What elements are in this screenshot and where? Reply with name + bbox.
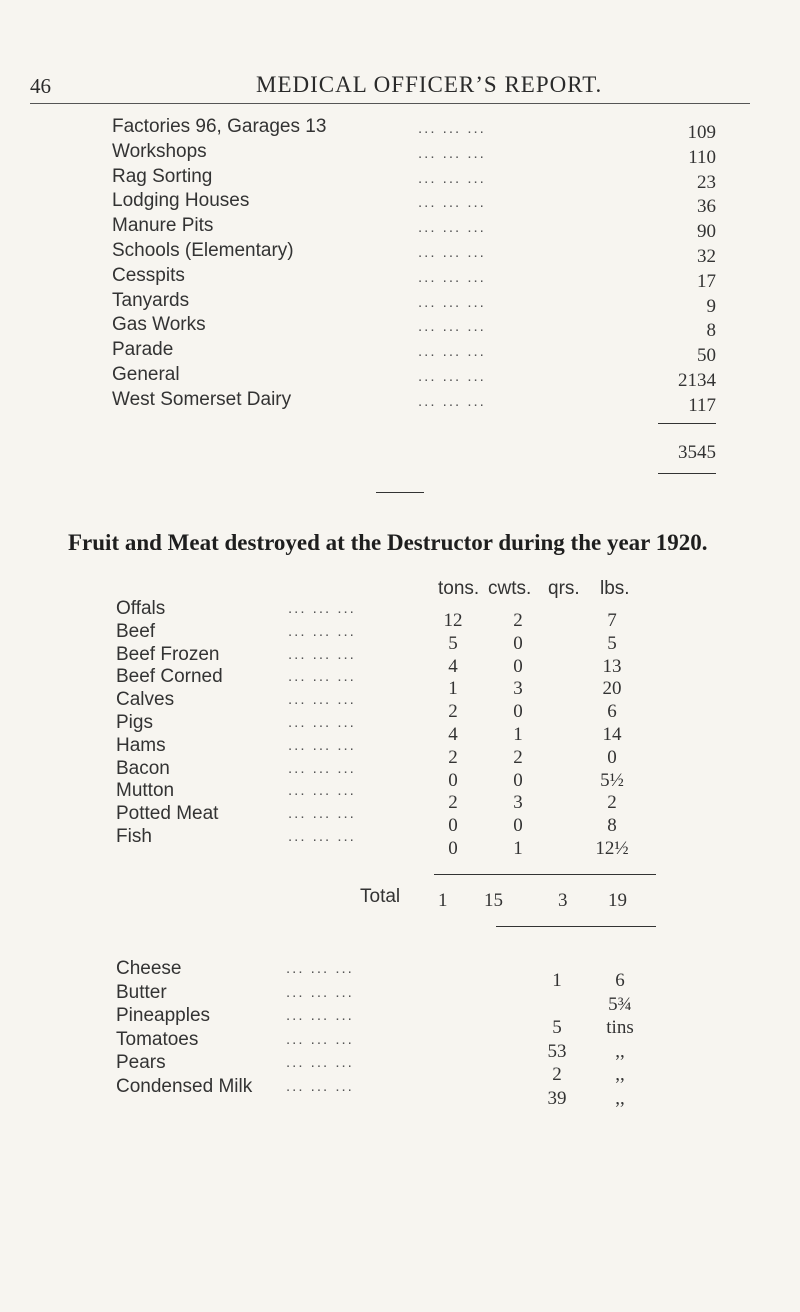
page-number: 46 bbox=[30, 74, 51, 98]
other-label: Pears bbox=[116, 1052, 166, 1073]
cell-qrs: 14 bbox=[602, 724, 622, 745]
other-qty: 39 bbox=[547, 1087, 567, 1109]
leader-dots: ... ... ... bbox=[288, 828, 356, 845]
inspection-value: 90 bbox=[697, 221, 716, 243]
cell-cwts: 0 bbox=[513, 632, 523, 654]
leader-dots: ... ... ... bbox=[288, 622, 356, 640]
total-tons: 1 bbox=[438, 890, 448, 911]
cell-tons: 2 bbox=[448, 746, 458, 768]
inspection-label: Schools (Elementary) bbox=[112, 240, 294, 261]
leader-dots: ... ... ... bbox=[418, 368, 486, 385]
leader-dots: ... ... ... bbox=[418, 244, 486, 261]
item-label: Beef Corned bbox=[116, 666, 223, 688]
inspection-label: General bbox=[112, 364, 180, 385]
item-label: Bacon bbox=[116, 757, 170, 779]
cell-tons: 5 bbox=[448, 632, 458, 654]
cell-tons: 0 bbox=[448, 815, 458, 837]
section-title: Fruit and Meat destroyed at the Destructor during the year 1920. bbox=[68, 530, 708, 555]
other-unit: ,, bbox=[615, 1064, 625, 1085]
other-qty: 2 bbox=[552, 1064, 562, 1085]
leader-dots: ... ... ... bbox=[288, 645, 356, 663]
cell-tons: 0 bbox=[448, 838, 458, 859]
leader-dots: ... ... ... bbox=[286, 960, 354, 977]
inspection-value: 110 bbox=[688, 146, 716, 168]
leader-dots: ... ... ... bbox=[418, 169, 486, 187]
cell-tons: 4 bbox=[448, 724, 458, 745]
inspections-total: 3545 bbox=[678, 442, 716, 463]
inspection-value: 109 bbox=[687, 122, 716, 143]
leader-dots: ... ... ... bbox=[286, 1077, 354, 1095]
cell-cwts: 0 bbox=[513, 769, 523, 791]
cell-cwts: 0 bbox=[513, 815, 523, 837]
inspection-label: Lodging Houses bbox=[112, 190, 250, 212]
leader-dots: ... ... ... bbox=[418, 268, 486, 286]
inspection-label: Parade bbox=[112, 339, 174, 361]
other-qty: 1 bbox=[552, 970, 562, 991]
cell-qrs: 12½ bbox=[595, 838, 629, 859]
cell-qrs: 13 bbox=[602, 655, 622, 677]
inspection-label: Workshops bbox=[112, 140, 207, 162]
leader-dots: ... ... ... bbox=[286, 1007, 354, 1024]
item-label: Hams bbox=[116, 734, 166, 756]
leader-dots: ... ... ... bbox=[418, 120, 486, 137]
item-label: Mutton bbox=[116, 780, 175, 802]
inspection-label: Rag Sorting bbox=[112, 165, 213, 187]
cell-qrs: 5½ bbox=[600, 769, 624, 791]
cell-qrs: 7 bbox=[607, 610, 617, 631]
cell-cwts: 1 bbox=[513, 724, 523, 745]
header-rule bbox=[30, 103, 750, 104]
cell-cwts: 2 bbox=[513, 610, 523, 631]
leader-dots: ... ... ... bbox=[288, 600, 356, 617]
leader-dots: ... ... ... bbox=[286, 983, 354, 1001]
other-label: Condensed Milk bbox=[116, 1075, 253, 1097]
other-label: Tomatoes bbox=[116, 1028, 199, 1050]
item-label: Offals bbox=[116, 598, 166, 619]
section-divider bbox=[376, 492, 424, 493]
other-label: Pineapples bbox=[116, 1005, 211, 1026]
col-head-qrs: qrs. bbox=[548, 578, 580, 599]
leader-dots: ... ... ... bbox=[288, 805, 356, 823]
cell-qrs: 2 bbox=[607, 792, 617, 814]
cell-tons: 2 bbox=[448, 701, 458, 723]
inspection-label: Gas Works bbox=[112, 314, 206, 336]
leader-dots: ... ... ... bbox=[288, 782, 356, 800]
cell-cwts: 0 bbox=[513, 655, 523, 677]
col-head-lbs: lbs. bbox=[600, 578, 630, 599]
cell-qrs: 0 bbox=[607, 746, 617, 768]
inspection-value: 2134 bbox=[678, 370, 716, 391]
other-unit: 6 bbox=[615, 970, 625, 991]
cell-qrs: 20 bbox=[602, 678, 622, 700]
inspection-label: West Somerset Dairy bbox=[112, 388, 292, 410]
leader-dots: ... ... ... bbox=[418, 318, 486, 336]
leader-dots: ... ... ... bbox=[288, 714, 356, 731]
inspection-value: 23 bbox=[697, 171, 716, 193]
cell-cwts: 0 bbox=[513, 701, 523, 723]
item-label: Beef Frozen bbox=[116, 643, 220, 665]
other-unit: 5¾ bbox=[608, 993, 632, 1015]
leader-dots: ... ... ... bbox=[286, 1054, 354, 1071]
other-label: Cheese bbox=[116, 958, 182, 979]
leader-dots: ... ... ... bbox=[288, 668, 356, 686]
inspection-value: 17 bbox=[697, 270, 716, 292]
other-unit: ,, bbox=[615, 1040, 625, 1062]
item-label: Potted Meat bbox=[116, 803, 219, 825]
sum-rule-bottom bbox=[658, 473, 716, 474]
cell-qrs: 5 bbox=[607, 632, 617, 654]
leader-dots: ... ... ... bbox=[418, 343, 486, 361]
item-label: Beef bbox=[116, 620, 156, 642]
cell-tons: 4 bbox=[448, 655, 458, 677]
other-label: Butter bbox=[116, 981, 167, 1003]
total-lbs: 19 bbox=[608, 890, 627, 911]
leader-dots: ... ... ... bbox=[418, 392, 486, 410]
cell-cwts: 3 bbox=[513, 792, 523, 814]
cell-qrs: 8 bbox=[607, 815, 617, 837]
leader-dots: ... ... ... bbox=[288, 759, 356, 777]
other-qty: 53 bbox=[547, 1040, 567, 1062]
leader-dots: ... ... ... bbox=[418, 144, 486, 162]
leader-dots: ... ... ... bbox=[288, 736, 356, 754]
inspection-value: 32 bbox=[697, 246, 716, 267]
other-unit: ,, bbox=[615, 1087, 625, 1109]
inspection-label: Tanyards bbox=[112, 289, 190, 311]
leader-dots: ... ... ... bbox=[418, 293, 486, 311]
item-label: Fish bbox=[116, 826, 152, 847]
leader-dots: ... ... ... bbox=[418, 219, 486, 237]
cell-qrs: 6 bbox=[607, 701, 617, 723]
cell-cwts: 3 bbox=[513, 678, 523, 700]
inspection-value: 8 bbox=[706, 320, 716, 342]
total-rule-bottom bbox=[496, 926, 656, 927]
inspection-label: Cesspits bbox=[112, 264, 185, 286]
col-head-cwts: cwts. bbox=[488, 578, 532, 599]
leader-dots: ... ... ... bbox=[288, 691, 356, 709]
leader-dots: ... ... ... bbox=[286, 1030, 354, 1048]
inspection-label: Manure Pits bbox=[112, 215, 214, 237]
col-head-tons: tons. bbox=[438, 578, 480, 599]
leader-dots: ... ... ... bbox=[418, 194, 486, 212]
item-label: Calves bbox=[116, 689, 175, 711]
other-unit: tins bbox=[606, 1017, 634, 1038]
total-qrs: 3 bbox=[558, 890, 568, 911]
total-label: Total bbox=[360, 886, 401, 907]
inspection-value: 36 bbox=[697, 196, 716, 218]
cell-tons: 1 bbox=[448, 678, 458, 700]
inspection-value: 117 bbox=[688, 394, 716, 416]
total-cwts: 15 bbox=[484, 890, 503, 911]
cell-cwts: 2 bbox=[513, 746, 523, 768]
inspection-value: 9 bbox=[706, 295, 716, 317]
inspection-label: Factories 96, Garages 13 bbox=[112, 116, 327, 137]
cell-tons: 0 bbox=[448, 769, 458, 791]
other-qty: 5 bbox=[552, 1017, 562, 1038]
sum-rule-top bbox=[658, 423, 716, 424]
page-title: MEDICAL OFFICER’S REPORT. bbox=[256, 72, 603, 97]
inspection-value: 50 bbox=[697, 345, 716, 367]
cell-tons: 2 bbox=[448, 792, 458, 814]
cell-tons: 12 bbox=[443, 610, 463, 631]
total-rule-top bbox=[434, 874, 656, 875]
item-label: Pigs bbox=[116, 712, 153, 733]
cell-cwts: 1 bbox=[513, 838, 523, 859]
